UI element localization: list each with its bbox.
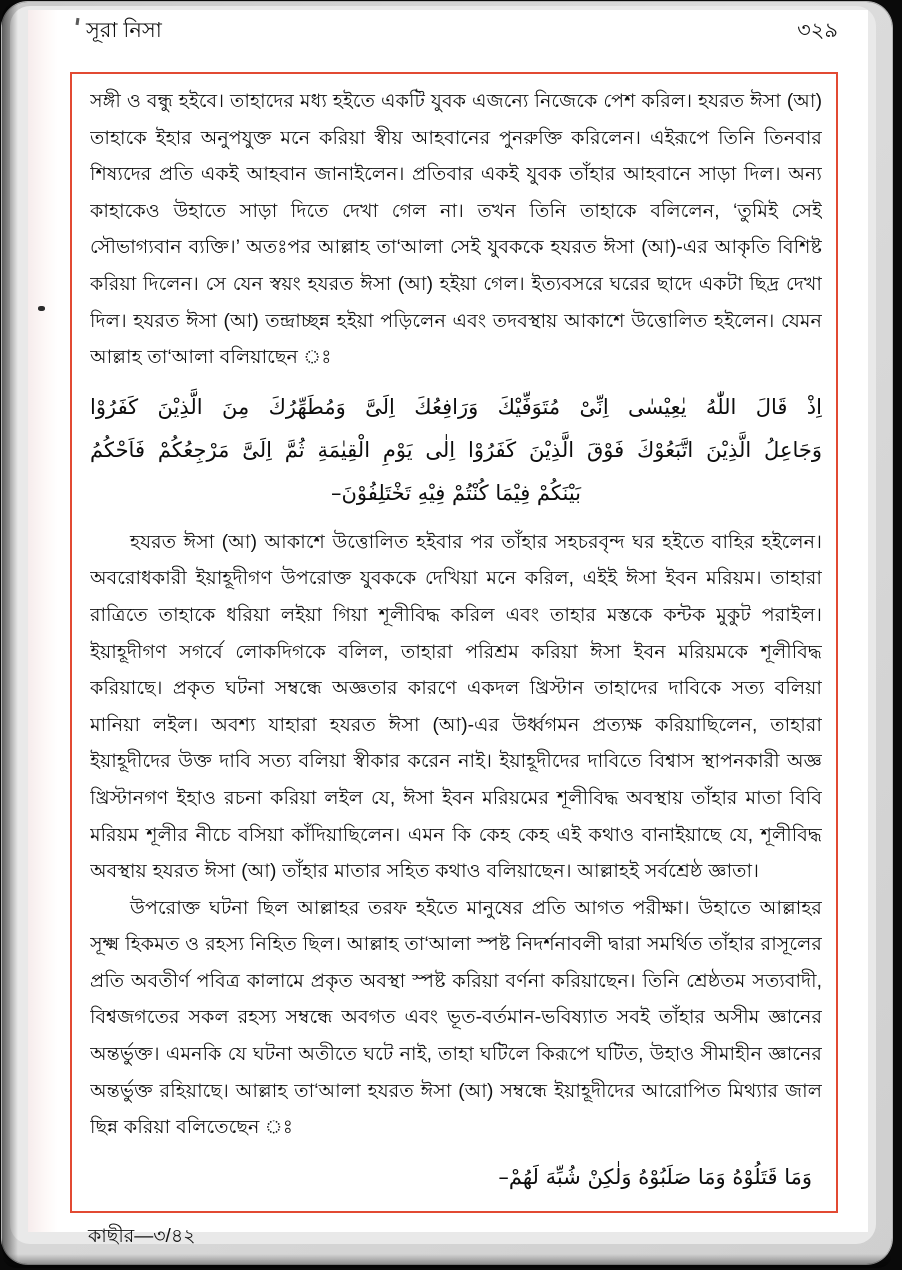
margin-speck-mark [38,306,45,311]
running-head-title: সূরা নিসা [86,19,162,42]
arabic-quote-2 [90,1156,822,1199]
arabic-quote-1-line-2: وَجَاعِلُ الَّذِيْنَ اتَّبَعُوْكَ فَوْقَ الَّذِيْنَ كَفَرُوْا اِلٰى يَوْمِ الْقِيٰمَةِ ثُمَّ اِلَىَّ مَرْجِعُكُمْ فَاَحْكُمُ [90,437,822,462]
page-number: ৩২৯ [797,19,838,42]
arabic-quote-1-line-3: بَيْنَكُمْ فِيْمَا كُنْتُمْ فِيْهِ تَخْتَلِفُوْنَ– [330,480,582,505]
running-head [60,14,860,56]
arabic-quote-1 [90,386,822,515]
text-frame-border [70,72,838,1213]
scan-speck-mark [76,18,80,25]
paragraph-1: সঙ্গী ও বন্ধু হইবে। তাহাদের মধ্য হইতে একটি যুবক এজন্যে নিজেকে পেশ করিল। হযরত ঈসা (আ) তাহাকে ইহার অনুপযুক্ত মনে করিয়া স্বীয় আহবানের পুনরুক্তি করিলেন। এইরূপে তিনি তিনবার শিষ্যদের প্রতি একই আহবান জানাইলেন। প্রতিবার একই যুবক তাঁহার আহবানে সাড়া দিল। অন্য কাহাকেও উহাতে সাড়া দিতে দেখা গেল না। তখন তিনি তাহাকে বলিলেন, ‘তুমিই সেই সৌভাগ্যবান ব্যক্তি।’ অতঃপর আল্লাহ তা‘আলা সেই যুবককে হযরত ঈসা (আ)-এর আকৃতি বিশিষ্ট করিয়া দিলেন। সে যেন স্বয়ং হযরত ঈসা (আ) হইয়া গেল। ইত্যবসরে ঘরের ছাদে একটা ছিদ্র দেখা দিল। হযরত ঈসা (আ) তন্দ্রাচ্ছন্ন হইয়া পড়িলেন এবং তদবস্থায় আকাশে উত্তোলিত হইলেন। যেমন আল্লাহ তা‘আলা বলিয়াছেন ঃ [90,91,822,369]
paragraph-3: উপরোক্ত ঘটনা ছিল আল্লাহর তরফ হইতে মানুষের প্রতি আগত পরীক্ষা। উহাতে আল্লাহর সূক্ষ্ম হিকমত ও রহস্য নিহিত ছিল। আল্লাহ তা‘আলা স্পষ্ট নিদর্শনাবলী দ্বারা সমর্থিত তাঁহার রাসূলের প্রতি অবতীর্ণ পবিত্র কালামে প্রকৃত অবস্থা স্পষ্ট করিয়া বর্ণনা করিয়াছেন। তিনি শ্রেষ্ঠতম সত্যবাদী, বিশ্বজগতের সকল রহস্য সম্বন্ধে অবগত এবং ভূত-বর্তমান-ভবিষ্যাত সবই তাঁহার অসীম জ্ঞানের অন্তর্ভুক্ত। এমনকি যে ঘটনা অতীতে ঘটে নাই, তাহা ঘটিলে কিরূপে ঘটিত, উহাও সীমাহীন জ্ঞানের অন্তর্ভুক্ত রহিয়াছে। আল্লাহ তা‘আলা হযরত ঈসা (আ) সম্বন্ধে ইয়াহূদীদের আরোপিত মিথ্যার জাল ছিন্ন করিয়া বলিতেছেন ঃ [90,897,822,1139]
footer-source-note: কাছীর—৩/৪২ [88,1226,196,1247]
arabic-quote-1-line-1: اِذْ قَالَ اللّٰهُ يٰعِيْسٰى اِنِّىْ مُتَوَفِّيْكَ وَرَافِعُكَ اِلَىَّ وَمُطَهِّرُكَ مِنَ الَّذِيْنَ كَفَرُوْا [90,394,822,419]
text-column [90,84,822,1204]
arabic-quote-2-line-1: وَمَا قَتَلُوْهُ وَمَا صَلَبُوْهُ وَلٰكِنْ شُبِّهَ لَهُمْ– [498,1164,812,1189]
paragraph-2: হযরত ঈসা (আ) আকাশে উত্তোলিত হইবার পর তাঁহার সহচরবৃন্দ ঘর হইতে বাহির হইলেন। অবরোধকারী ইয়াহূদীগণ উপরোক্ত যুবককে দেখিয়া মনে করিল, এইই ঈসা ইবন মরিয়ম। তাহারা রাত্রিতে তাহাকে ধরিয়া লইয়া গিয়া শূলীবিদ্ধ করিল এবং তাহার মস্তকে কন্টক মুকুট পরাইল। ইয়াহূদীগণ সগর্বে লোকদিগকে বলিল, তাহারা পরিশ্রম করিয়া ঈসা ইবন মরিয়মকে শূলীবিদ্ধ করিয়াছে। প্রকৃত ঘটনা সম্বন্ধে অজ্ঞতার কারণে একদল খ্রিস্টান তাহাদের দাবিকে সত্য বলিয়া মানিয়া লইল। অবশ্য যাহারা হযরত ঈসা (আ)-এর উর্ধ্বগমন প্রত্যক্ষ করিয়াছিলেন, তাহারা ইয়াহূদীদের উক্ত দাবি সত্য বলিয়া স্বীকার করেন নাই। ইয়াহূদীদের দাবিতে বিশ্বাস স্থাপনকারী অজ্ঞ খ্রিস্টানগণ ইহাও রচনা করিয়া লইল যে, ঈসা ইবন মরিয়মের শূলীবিদ্ধ অবস্থায় তাঁহার মাতা বিবি মরিয়ম শূলীর নীচে বসিয়া কাঁদিয়াছিলেন। এমন কি কেহ কেহ এই কথাও বানাইয়াছে যে, শূলীবিদ্ধ অবস্থায় হযরত ঈসা (আ) তাঁহার মাতার সহিত কথাও বলিয়াছেন। আল্লাহই সর্বশ্রেষ্ঠ জ্ঞাতা। [90,531,822,883]
